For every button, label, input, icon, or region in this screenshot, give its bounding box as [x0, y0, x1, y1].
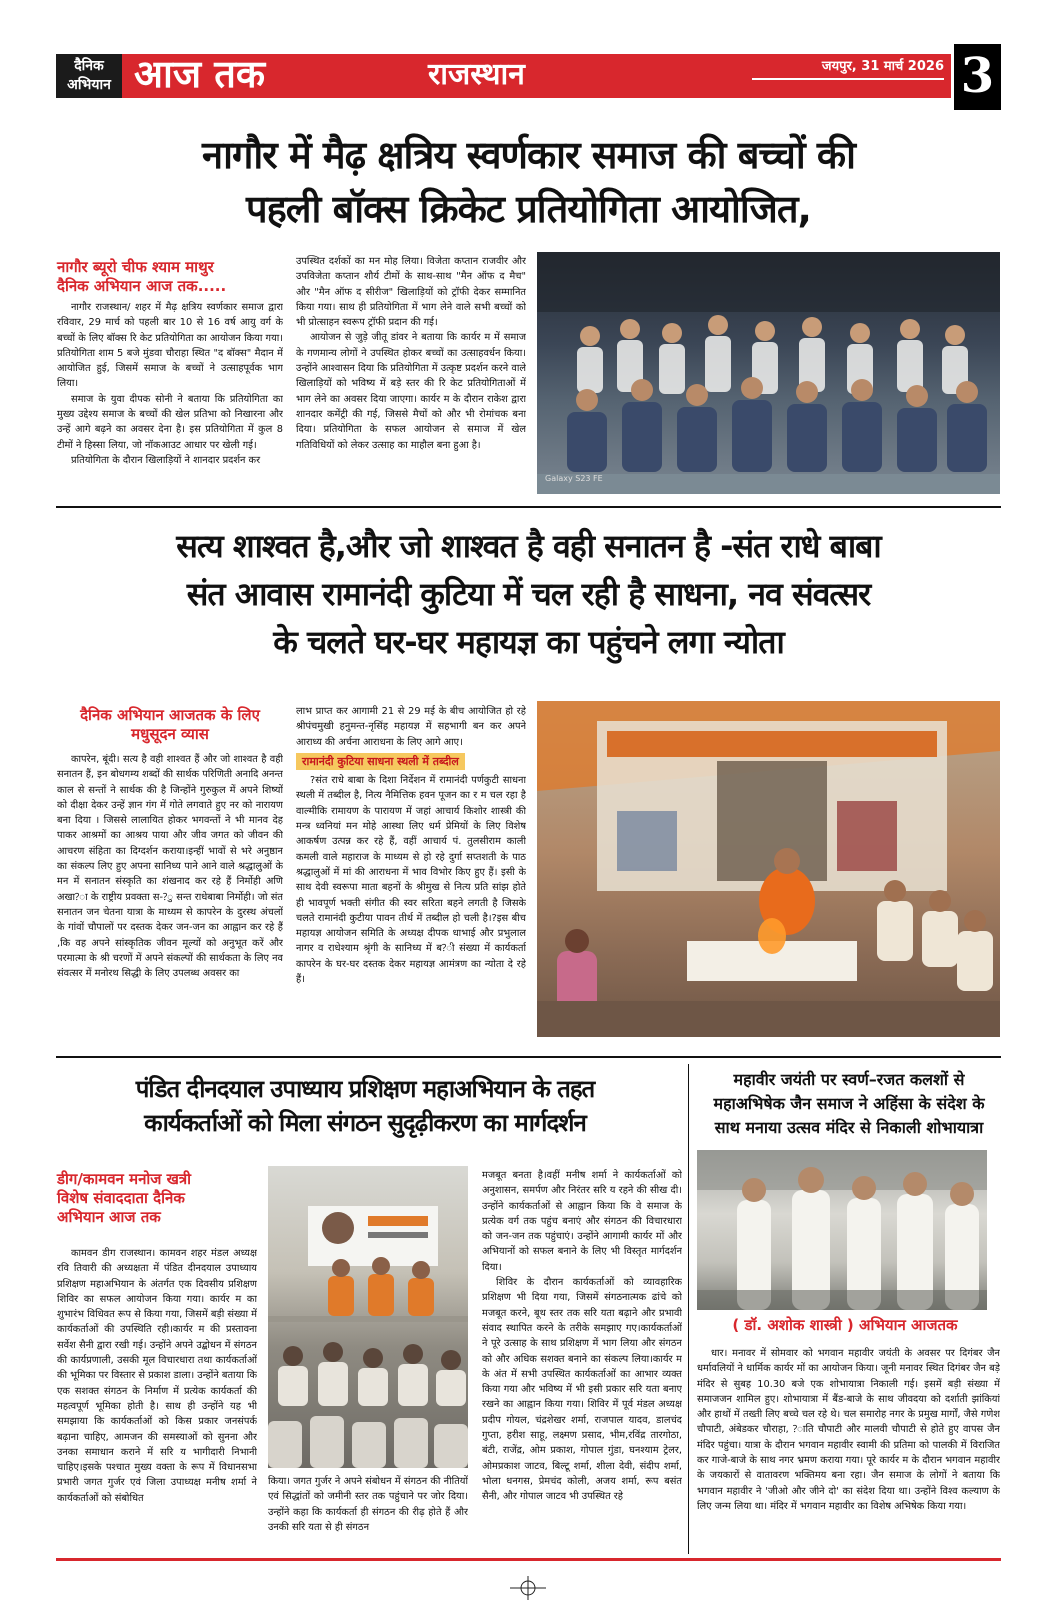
story1-col2-para: उपस्थित दर्शकों का मन मोह लिया। विजेता कप्तान राजवीर और उपविजेता कप्तान शौर्य टीमों के साथ-साथ "मैन ऑफ द मैच" और "मैन ऑफ द सीरीज" खिलाड़ियों को ट्रॉफी देकर सम्मानित किया गया। साथ ही प्रतियोगिता में भाग लेने वाले सभी बच्चों को भी प्रोत्साहन स्वरूप ट्रॉफी प्रदान की गई। [296, 256, 526, 329]
story2-column-2 [296, 704, 526, 1038]
story2-col2-para: लाभ प्राप्त कर आगामी 21 से 29 मई के बीच आयोजित हो रहे श्रीपंचमुखी हनुमन्त-नृसिंह महायज्ञ में सहभागी बन कर अपने आराध्य की अर्चना आराधना के लिए आगे आए। [296, 706, 526, 748]
training-photo-illustration [268, 1166, 468, 1468]
section-divider [56, 1056, 1001, 1058]
story3-col3-para: शिविर के दौरान कार्यकर्ताओं को व्यावहारिक प्रशिक्षण भी दिया गया, जिसमें संगठनात्मक ढांचे को मजबूत करने, बूथ स्तर तक सरि यता बढ़ाने और प्रभावी संवाद स्थापित करने के तरीके समझाए गए।कार्यकर्ताओं ने पूरे उत्साह के साथ प्रशिक्षण में भाग लिया और संगठन को और अधिक सशक्त बनाने का संकल्प लिया।कार्यर म के अंत में सभी उपस्थित कार्यकर्ताओं का आभार व्यक्त किया गया और भविष्य में भी इसी प्रकार सरि यता बनाए रखने का आह्वान किया गया। शिविर में पूर्व मंडल अध्यक्ष प्रदीप गोयल, चंद्रशेखर शर्मा, राजपाल यादव, डालचंद गुप्ता, हरीश साहू, लक्ष्मण प्रसाद, भीम,रविंद्र तारगोठा, बंटी, राजेंद्र, ओम प्रकाश, गोपाल गुंडा, घनश्याम ट्रेलर, ओमप्रकाश जाटव, बिल्टू शर्मा, शीला देवी, संदीप शर्मा, भोला धनगस, प्रेमचंद कोली, अजय शर्मा, रूप बसंत सैनी, और गोपाल जाटव भी उपस्थित रहे [482, 1277, 682, 1503]
story1-byline [57, 258, 283, 296]
story4-byline: ( डॉ. अशोक शास्त्री ) अभियान आजतक [732, 1316, 958, 1334]
story1-col2-para: आयोजन से जुड़े जीतू डांवर ने बताया कि कार्यर म में समाज के गणमान्य लोगों ने उपस्थित होकर बच्चों का उत्साहवर्धन किया। उन्होंने आश्वासन दिया कि प्रतियोगिता में उत्कृष्ट प्रदर्शन करने वाले खिलाड़ियों को भविष्य में बड़े स्तर की रि केट प्रतियोगिताओं में भाग लेने का अवसर दिया जाएगा। कार्यर म के दौरान राकेश द्वारा शानदार कमेंट्री की गई, जिससे मैचों को और भी रोमांचक बना दिया। प्रतियोगिता के सफल आयोजन से समाज में खेल गतिविधियों को लेकर उत्साह का माहौल बना हुआ है। [296, 332, 526, 451]
story1-col1-para: प्रतियोगिता के दौरान खिलाड़ियों ने शानदार प्रदर्शन कर [71, 454, 261, 466]
story4-body [697, 1346, 1000, 1552]
procession-photo-illustration [697, 1150, 987, 1310]
photo-watermark: Galaxy S23 FE [545, 474, 603, 483]
story2-byline-line-2: मधुसूदन व्यास [131, 725, 209, 743]
story3-byline-line-2: विशेष संवाददाता दैनिक [57, 1189, 185, 1207]
page-number: 3 [954, 44, 1001, 110]
story3-column-2 [268, 1474, 468, 1552]
story3-byline-line-3: अभियान आज तक [57, 1208, 161, 1226]
story2-column-1 [57, 752, 283, 1038]
story2-col1-para: कापरेन, बूंदी। सत्य है वही शाश्वत हैं और जो शाश्वत है वही सनातन हैं, इन बोधगम्य शब्दों की सार्थक परिणिती अनादि अनन्त काल से सन्तों ने सार्थक की है जिन्होंने गुरुकुल में अपने शिष्यों को दीक्षा देकर उन्हें ज्ञान गंग में गोते लगवाते हुए नर को नारायण बना दिया । जिससे लालायित होकर भगवन्तों ने भी मानव देह पाकर आश्रमों का आश्रय पाया और जीव जगत को जीवन की आचरण संहिता का दिग्दर्शन कराया।इन्हीं भावों से भरे अनुष्ठान का संकल्प लिए हुए अपना सानिध्य पाने आने वाले श्रद्धालुओं के मन में सनातन संस्कृति का शंखनाद कर रहे हैं निर्मोही अणि अखा?ा के राष्ट्रीय प्रवक्ता स-?ु सन्त राधेबाबा निर्मोही। जो संत सनातन जन चेतना यात्रा के माध्यम से कापरेन के दुरस्थ अंचलों के गांवों चौपालों पर दस्तक देकर जन-जन का आह्वान कर रहे हैं ,कि वह अपने सांस्कृतिक जीवन मूल्यों को अनुभूत करें और परमात्मा के श्री चरणों में अपने संकल्पों की सार्थकता के लिए नव संवत्सर में मनोरथ सिद्धी के लिए उपलब्ध अवसर का [57, 754, 283, 980]
section-divider [56, 506, 1001, 508]
story1-byline-line-2: दैनिक अभियान आज तक..... [57, 277, 227, 295]
story1-headline-line-2: पहली बॉक्स क्रिकेट प्रतियोगिता आयोजित, [246, 187, 811, 231]
story2-col2-para: ?संत राधे बाबा के दिशा निर्देशन में रामानंदी पर्णकुटी साधना स्थली में तब्दील है, नित्य नैमित्तिक हवन पूजन का र म चल रहा है वाल्मीकि रामायण के पारायण में जहां आचार्य किशोर शास्त्री की मन्त्र ध्वनियां मन मोहे आस्था लिए धर्म प्रेमियों के लिए विशेष आकर्षण उत्पन्न कर रहे हैं, वहीं आचार्य पं. तुलसीराम काली कमली वाले महाराज के माध्यम से हो रहे दुर्गा सप्तशती के पाठ श्रद्धालुओं में मां की आराधना में भाव विभोर किए हुए हैं। इसी के साथ देवी स्वरूपा माता बहनों के श्रीमुख से नित्य प्रति सांझ होते ही भावपूर्ण भक्ती संगीत की स्वर सरिता बहने लगती है जिसके चलते रामानंदी कुटीया पावन तीर्थ में तब्दील हो चली है।?इस बीच महायज्ञ आयोजन समिति के अध्यक्ष दीपक धाभाई और प्रभुलाल नागर व राधेश्याम श्रृंगी के सानिध्य में ब?ी संख्या में कार्यकर्ता कापरेन के घर-घर दस्तक देकर महायज्ञ आमंत्रण का न्योता दे रहे हैं। [296, 775, 526, 986]
cricket-team-photo [537, 252, 1000, 494]
logo-box [56, 54, 122, 98]
logo-line-1: दैनिक [74, 58, 104, 74]
yagna-photo-illustration [537, 701, 1000, 1037]
story3-byline-line-1: डीग/कामवन मनोज खत्री [57, 1170, 192, 1188]
story1-headline-line-1: नागौर में मैढ़ क्षत्रिय स्वर्णकार समाज की बच्चों की [202, 133, 855, 177]
training-camp-photo [268, 1166, 468, 1468]
story2-headline-line-2: संत आवास रामानंदी कुटिया में चल रही है साधना, नव संवत्सर [186, 575, 871, 613]
story2-subhead: रामानंदी कुटिया साधना स्थली में तब्दील [296, 753, 465, 770]
story4-headline-line-3: साथ मनाया उत्सव मंदिर से निकाली शोभायात्रा [714, 1118, 984, 1137]
masthead [56, 44, 1001, 110]
story3-headline-line-1: पंडित दीनदयाल उपाध्याय प्रशिक्षण महाअभियान के तहत [135, 1075, 595, 1103]
edition-date: जयपुर, 31 मार्च 2026 [821, 59, 944, 74]
story1-headline [40, 128, 1017, 236]
logo-main: आज तक [134, 51, 266, 96]
story1-byline-line-1: नागौर ब्यूरो चीफ श्याम माथुर [57, 258, 214, 276]
yagna-photo [537, 701, 1000, 1037]
story3-byline [57, 1170, 257, 1227]
date-underline [752, 78, 944, 80]
story2-headline [40, 522, 1017, 666]
story2-byline-line-1: दैनिक अभियान आजतक के लिए [80, 706, 260, 724]
story4-headline-line-2: महाअभिषेक जैन समाज ने अहिंसा के संदेश के [713, 1094, 985, 1113]
story3-headline [50, 1072, 680, 1140]
footer-rule [56, 1558, 1001, 1561]
logo-line-2: अभियान [67, 77, 111, 93]
story2-headline-line-3: के चलते घर-घर महायज्ञ का पहुंचने लगा न्योता [273, 623, 784, 661]
procession-photo [697, 1150, 987, 1310]
story1-column-2 [296, 254, 526, 496]
date-block [752, 56, 944, 86]
story2-headline-line-1: सत्य शाश्वत है,और जो शाश्वत है वही सनातन है -संत राधे बाबा [176, 527, 881, 565]
column-divider [688, 1064, 689, 1554]
story3-col3-para: मजबूत बनता है।वहीं मनीष शर्मा ने कार्यकर्ताओं को अनुशासन, समर्पण और निरंतर सरि य रहने की सीख दी। उन्होंने कार्यकर्ताओं से आह्वान किया कि वे समाज के प्रत्येक वर्ग तक पहुंच बनाएं और संगठन की विचारधारा को जन-जन तक पहुंचाएं। उन्होंने आगामी कार्यर मों और अभियानों को सफल बनाने के लिए भी विस्तृत मार्गदर्शन दिया। [482, 1170, 682, 1273]
story1-col1-para: समाज के युवा दीपक सोनी ने बताया कि प्रतियोगिता का मुख्य उद्देश्य समाज के बच्चों की खेल प्रतिभा को निखारना और उन्हें आगे बढ़ने का अवसर देना है। इस प्रतियोगिता में कुल 8 टीमों ने हिस्सा लिया, जो नॉकआउट आधार पर खेली गई। [57, 393, 283, 451]
story3-column-1 [57, 1246, 257, 1550]
story3-col1-para: कामवन डीग राजस्थान। कामवन शहर मंडल अध्यक्ष रवि तिवारी की अध्यक्षता में पंडित दीनदयाल उपाध्याय प्रशिक्षण महाअभियान के अंतर्गत एक दिवसीय प्रशिक्षण शिविर का सफल आयोजन किया गया। कार्यर म का शुभारंभ विधिवत रूप से किया गया, जिसमें बड़ी संख्या में कार्यकर्ताओं की उपस्थिति रही।कार्यर म की प्रस्तावना सर्वेश सैनी द्वारा रखी गई। उन्होंने अपने उद्बोधन में संगठन की कार्यप्रणाली, उसकी मूल विचारधारा तथा कार्यकर्ताओं की भूमिका पर विस्तार से प्रकाश डाला। उन्होंने बताया कि एक सशक्त संगठन के निर्माण में प्रत्येक कार्यकर्ता की महत्वपूर्ण भूमिका होती है। साथ ही उन्होंने यह भी समझाया कि कार्यकर्ताओं को किस प्रकार जनसंपर्क बढ़ाना चाहिए, आमजन की समस्याओं को सुनना और उनका समाधान कराने में सरि य भागीदारी निभानी चाहिए।इसके पश्चात मुख्य वक्ता के रूप में विधानसभा प्रभारी जगत गुर्जर एवं जिला उपाध्यक्ष मनीष शर्मा ने कार्यकर्ताओं को संबोधित [57, 1248, 257, 1504]
story3-column-3 [482, 1168, 682, 1552]
story1-col1-para: नागौर राजस्थान/ शहर में मैढ़ क्षत्रिय स्वर्णकार समाज द्वारा रविवार, 29 मार्च को पहली बार 10 से 16 वर्ष आयु वर्ग के बच्चों के लिए बॉक्स रि केट प्रतियोगिता का आयोजन किया गया। प्रतियोगिता शाम 5 बजे मुंडवा चौराहा स्थित "द बॉक्स" मैदान में आयोजित हुई, जिसमें समाज के बच्चों ने उत्साहपूर्वक भाग लिया। [57, 302, 283, 390]
story3-col2-para: किया। जगत गुर्जर ने अपने संबोधन में संगठन की नीतियों एवं सिद्धांतों को जमीनी स्तर तक पहुंचाने पर जोर दिया। उन्होंने कहा कि कार्यकर्ता ही संगठन की रीढ़ होते हैं और उनकी सरि यता से ही संगठन [268, 1476, 468, 1533]
story4-headline-line-1: महावीर जयंती पर स्वर्ण–रजत कलशों से [733, 1070, 965, 1089]
registration-mark-icon [508, 1576, 548, 1600]
section-name: राजस्थान [428, 57, 525, 92]
story1-column-1 [57, 300, 283, 496]
story4-body-para: धार। मनावर में सोमवार को भगवान महावीर जयंती के अवसर पर दिगंबर जैन धर्मावलियों ने धार्मिक कार्यर मों का आयोजन किया। जूनी मनावर स्थित दिगंबर जैन बड़े मंदिर से सुबह 10.30 बजे एक शोभायात्रा निकाली गई। इसमें बड़ी संख्या में समाजजन शामिल हुए। शोभायात्रा में बैंड-बाजे के साथ जीवदया को दर्शाती झांकियां और हाथों में तख्ती लिए बच्चे चल रहे थे। चल समारोह नगर के प्रमुख मार्गों, जैसे गणेश चौपाटी, अंबेडकर चौराहा, ?ाति चौपाटी और मालवी चौपाटी से होते हुए वापस जैन मंदिर पहुंचा। यात्रा के दौरान भगवान महावीर स्वामी की प्रतिमा को पालकी में विराजित कर गाजे-बाजे के साथ नगर भ्रमण कराया गया। पूरे कार्यर म के दौरान भगवान महावीर के जयकारों से वातावरण भक्तिमय बना रहा। जैन समाज के लोगों ने बताया कि भगवान महावीर ने 'जीओ और जीने दो' का संदेश दिया था। उन्होंने विश्व कल्याण के लिए जन्म लिया था। मंदिर में भगवान महावीर का विशेष अभिषेक किया गया। [697, 1348, 1000, 1512]
story4-headline [693, 1068, 1005, 1140]
story3-headline-line-2: कार्यकर्ताओं को मिला संगठन सुदृढ़ीकरण का मार्गदर्शन [144, 1109, 586, 1137]
story2-byline [57, 706, 283, 744]
cricket-photo-illustration [537, 252, 1000, 494]
